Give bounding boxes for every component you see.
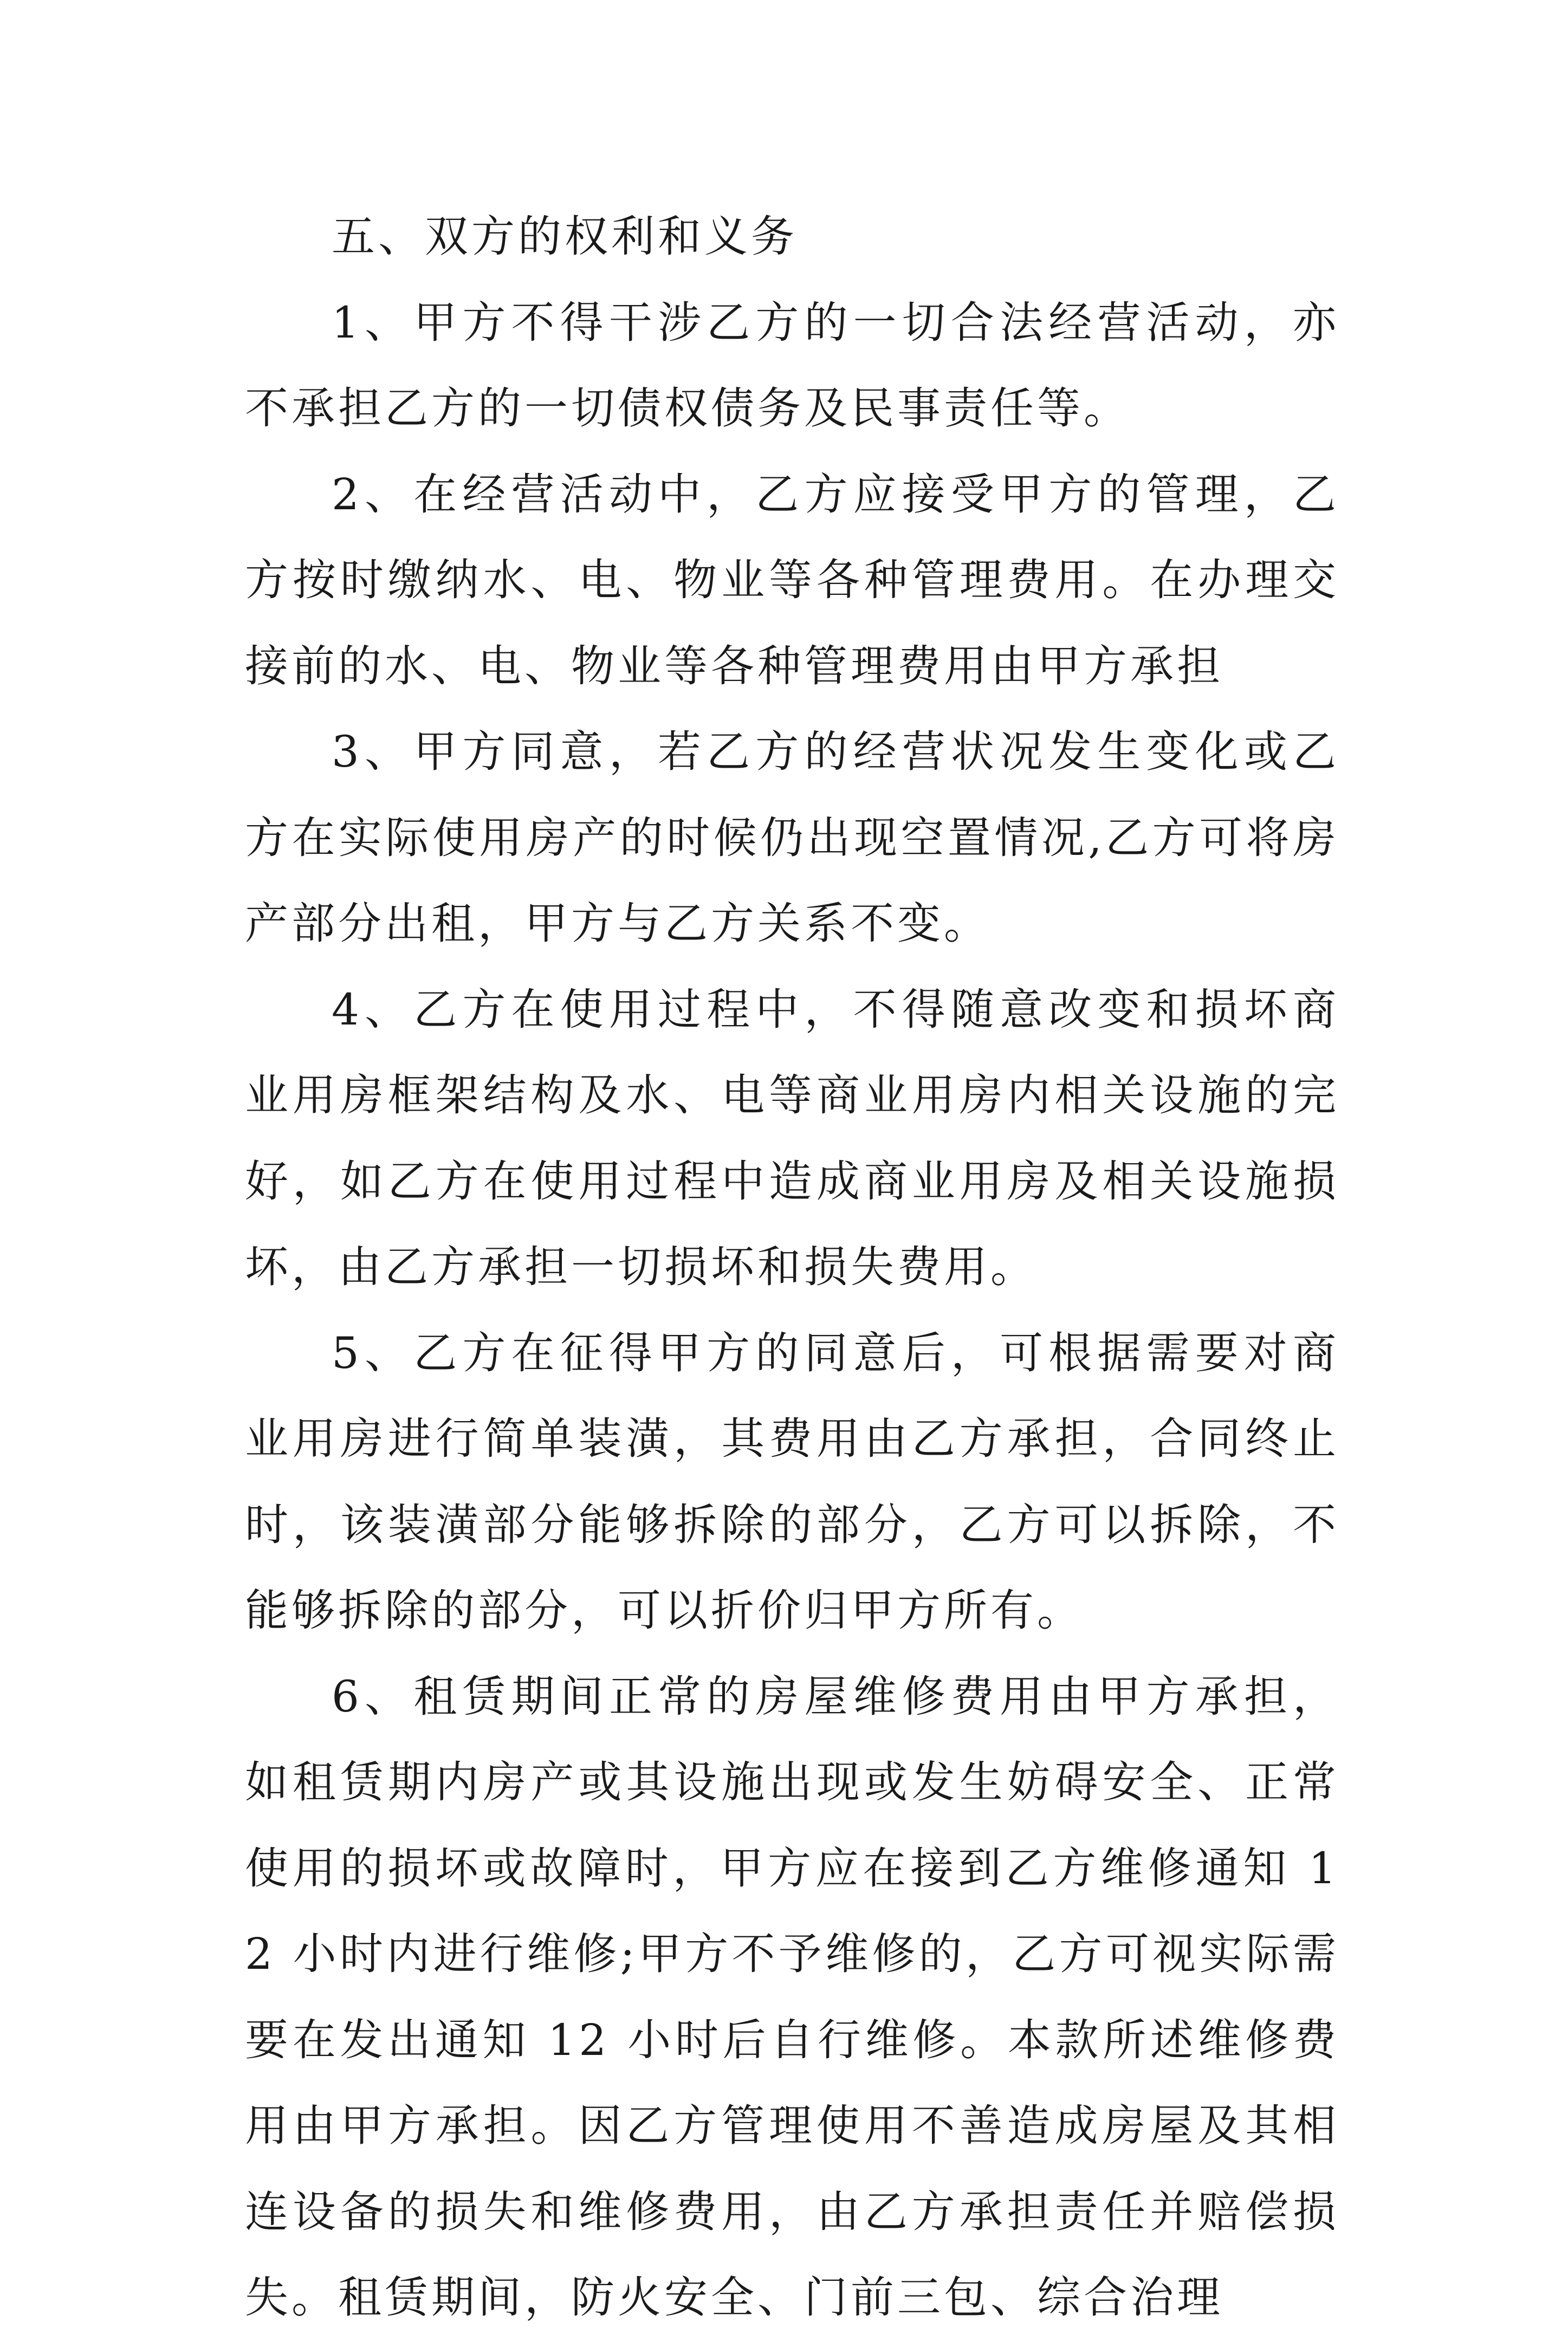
document-body xyxy=(245,194,1339,2341)
clause-1: 1、甲方不得干涉乙方的一切合法经营活动，亦不承担乙方的一切债权债务及民事责任等。 xyxy=(245,297,1339,433)
clause-4: 4、乙方在使用过程中，不得随意改变和损坏商业用房框架结构及水、电等商业用房内相关设施的完好，如乙方在使用过程中造成商业用房及相关设施损坏，由乙方承担一切损坏和损失费用。 xyxy=(245,984,1339,1292)
clause-2: 2、在经营活动中，乙方应接受甲方的管理，乙方按时缴纳水、电、物业等各种管理费用。在办理交接前的水、电、物业等各种管理费用由甲方承担 xyxy=(245,469,1339,691)
section-heading: 五、双方的权利和义务 xyxy=(332,211,798,262)
clause-6: 6、租赁期间正常的房屋维修费用由甲方承担，如租赁期内房产或其设施出现或发生妨碍安全、正常使用的损坏或故障时，甲方应在接到乙方维修通知 12 小时内进行维修;甲方不予维修的，乙方可视实际需要在发出通知 12 小时后自行维修。本款所述维修费用由甲方承担。因乙方管理使用不善造成房屋及其相连设备的损失和维修费用，由乙方承担责任并赔偿损失。租赁期间，防火安全、门前三包、综合治理 xyxy=(245,1671,1339,2323)
clause-5: 5、乙方在征得甲方的同意后，可根据需要对商业用房进行简单装潢，其费用由乙方承担，合同终止时，该装潢部分能够拆除的部分，乙方可以拆除，不能够拆除的部分，可以折价归甲方所有。 xyxy=(245,1327,1339,1636)
clause-3: 3、甲方同意，若乙方的经营状况发生变化或乙方在实际使用房产的时候仍出现空置情况,乙方可将房产部分出租，甲方与乙方关系不变。 xyxy=(245,727,1339,949)
